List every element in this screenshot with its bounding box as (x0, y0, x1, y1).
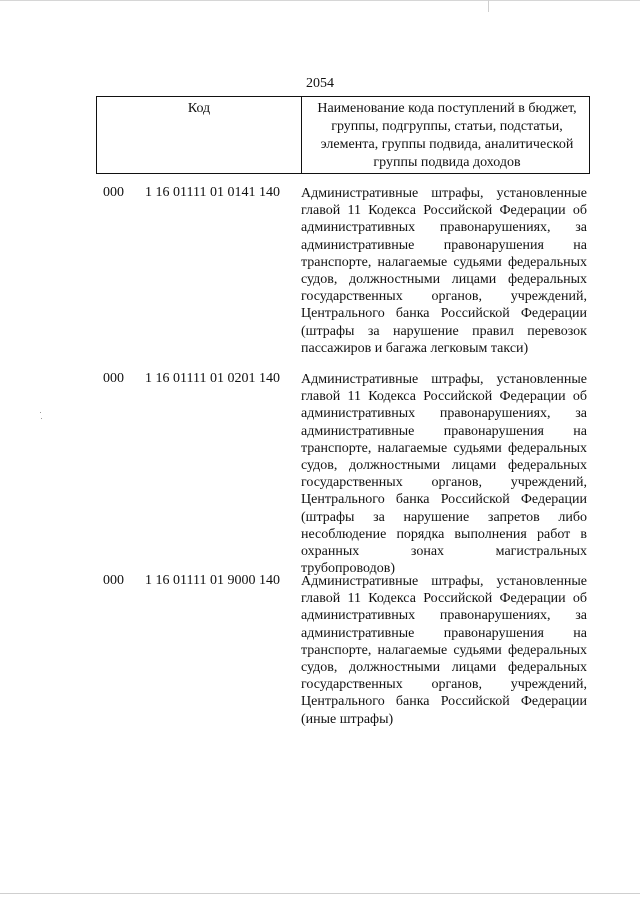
table-header (96, 96, 590, 174)
row-admin-code: 000 (103, 371, 124, 386)
row-admin-code: 000 (103, 185, 124, 200)
row-revenue-code: 1 16 01111 01 9000 140 (145, 573, 280, 588)
row-description: Административные штрафы, установленные главой 11 Кодекса Российской Федерации об административных правонарушениях, за административные правонарушения на транспорте, налагаемые судьями федеральных судов, должностными лицами федеральных государственных органов, учреждений, Центрального банка Российской Федерации (штрафы за нарушение правил перевозок пассажиров и багажа легковым такси) (301, 186, 587, 356)
row-revenue-code: 1 16 01111 01 0141 140 (145, 185, 280, 200)
row-admin-code: 000 (103, 573, 124, 588)
scan-edge-top (0, 0, 640, 13)
header-name-label: Наименование кода поступлений в бюджет, группы, подгруппы, статьи, подстатьи, элемента, группы подвида, аналитической группы подвида доходов (317, 101, 577, 170)
header-column-divider (301, 97, 302, 173)
scan-edge-bottom (0, 893, 640, 896)
row-description: Административные штрафы, установленные главой 11 Кодекса Российской Федерации об административных правонарушениях, за административные правонарушения на транспорте, налагаемые судьями федеральных судов, должностными лицами федеральных государственных органов, учреждений, Центрального банка Российской Федерации (иные штрафы) (301, 574, 587, 727)
scan-speck (41, 418, 42, 419)
scan-speck (40, 412, 41, 413)
scan-corner-mark (488, 0, 489, 12)
page-number: 2054 (306, 76, 334, 91)
header-code-label: Код (187, 101, 211, 116)
row-revenue-code: 1 16 01111 01 0201 140 (145, 371, 280, 386)
row-description: Административные штрафы, установленные главой 11 Кодекса Российской Федерации об административных правонарушениях, за административные правонарушения на транспорте, налагаемые судьями федеральных судов, должностными лицами федеральных государственных органов, учреждений, Центрального банка Российской Федерации (штрафы за нарушение запретов либо несоблюдение порядка выполнения работ в охранных зонах магистральных трубопроводов) (301, 372, 587, 577)
